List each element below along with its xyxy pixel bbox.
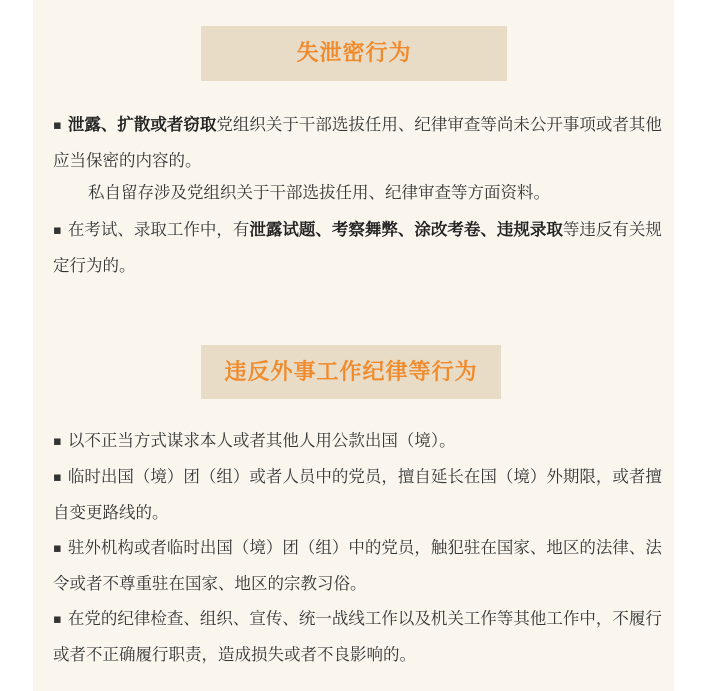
item-text: 驻外机构或者临时出国（境）团（组）中的党员，触犯驻在国家、地区的法律、法令或者不尊重驻在国家、地区的宗教习俗。 xyxy=(53,538,662,593)
bullet-icon: ▪ xyxy=(53,434,62,449)
item-text: 在考试、录取工作中，有 xyxy=(67,220,250,239)
item-text: 以不正当方式谋求本人或者其他人用公款出国（境）。 xyxy=(67,431,456,450)
item-text: 私自留存涉及党组织关于干部选拔任用、纪律审查等方面资料。 xyxy=(88,183,550,202)
section-title-foreign-affairs: 违反外事工作纪律等行为 xyxy=(201,345,501,399)
list-item xyxy=(53,531,668,601)
list-item xyxy=(53,424,668,460)
list-item xyxy=(53,602,668,672)
bullet-icon: ▪ xyxy=(53,541,62,556)
list-item xyxy=(53,460,668,530)
bullet-icon: ▪ xyxy=(53,612,62,627)
bullet-icon: ▪ xyxy=(53,223,62,238)
list-item xyxy=(53,213,668,283)
section-title-leak: 失泄密行为 xyxy=(201,26,507,81)
item-text: 等违反有关规定行为的。 xyxy=(53,220,662,275)
item-text: 党组织关于干部选拔任用、纪律审查等尚未公开事项或者其他应当保密的内容的。 xyxy=(53,115,662,170)
bullet-icon: ▪ xyxy=(53,118,62,133)
item-text: 临时出国（境）团（组）或者人员中的党员，擅自延长在国（境）外期限，或者擅自变更路线的。 xyxy=(53,467,662,522)
item-emphasis: 泄露试题、考察舞弊、涂改考卷、违规录取 xyxy=(249,220,563,239)
article-body xyxy=(33,0,674,691)
item-emphasis: 泄露、扩散或者窃取 xyxy=(67,115,217,134)
bullet-icon: ▪ xyxy=(53,470,62,485)
list-item xyxy=(88,176,668,210)
item-text: 在党的纪律检查、组织、宣传、统一战线工作以及机关工作等其他工作中，不履行或者不正确履行职责，造成损失或者不良影响的。 xyxy=(53,609,662,664)
list-item xyxy=(53,108,668,178)
